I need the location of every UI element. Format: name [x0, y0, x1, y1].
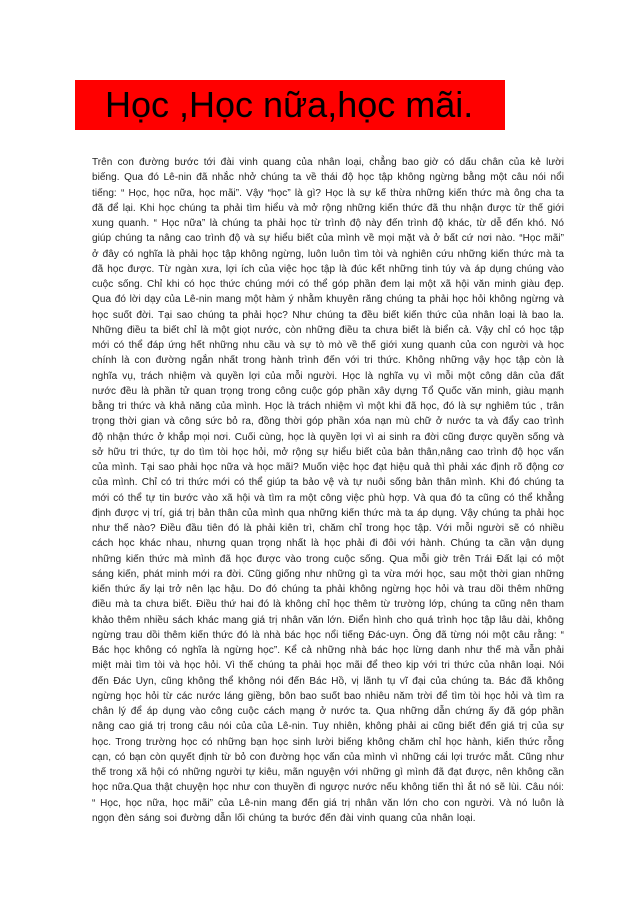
- title-banner: [75, 80, 505, 130]
- document-body: Trên con đường bước tới đài vinh quang của nhân loại, chẳng bao giờ có dấu chân của kẻ lười biếng. Qua đó Lê-nin đã nhắc nhở chúng ta về thái độ học tập không ngừng bằng một câu nói nổi tiếng: “ Học, học nữa, học mãi”. Vậy “học” là gì? Học là sự kế thừa những kiến thức mà ông cha ta đã để lại. Khi học chúng ta phải tìm hiểu và mở rộng những kiến thức đã thu nhận được từ thế giới xung quanh. “ Học nữa” là chúng ta phải học từ trình độ này đến trình độ khác, từ dễ đến khó. Nó giúp chúng ta nâng cao trình độ và sự hiểu biết của mình về mọi mặt và ở bất cứ nơi nào. “Học mãi” ở đây có nghĩa là phải học tập không ngừng, luôn luôn tìm tòi và nghiên cứu những kiến thức mà ta đã học được. Từ ngàn xưa, lợi ích của việc học tập là đúc kết những tinh túy và áp dụng chúng vào cuộc sống. Chỉ khi có học thức chúng mới có thể góp phần đem lại một xã hội văn minh giàu đẹp. Qua đó lời dạy của Lê-nin mang một hàm ý nhằm khuyên răng chúng ta phải học hỏi không ngừng và học suốt đời. Tại sao chúng ta phải học? Như chúng ta đều biết kiến thức của nhân loại là bao la. Những điều ta biết chỉ là một giọt nước, còn những điều ta chưa biết là biển cả. Vậy chỉ có học tập mới có thể đáp ứng hết những nhu cầu và sự tò mò về thế giới xung quanh của con người và học chính là con đường ngắn nhất trong hành trình đến với tri thức. Không những vậy học tập còn là nghĩa vụ, trách nhiệm và quyền lợi của mỗi người. Học là nghĩa vụ vì mỗi một công dân của đất nước đều là phần tử quan trọng trong công cuộc góp phần xây dựng Tổ Quốc văn minh, giàu mạnh bằng tri thức và khả năng của mình. Học là trách nhiệm vì một khi đã học, đó là sự nghiêm túc , trân trọng thời gian và công sức bỏ ra, đồng thời góp phần xóa nạn mù chữ ở nước ta và đẩy cao trình độ nhận thức ở khắp mọi nơi. Cuối cùng, học là quyền lợi vì ai sinh ra đời cũng được quyền sống và sở hữu tri thức, tự do tìm tòi học hỏi, mở rộng sự hiểu biết của bản thân,nâng cao trình độ học vấn của mình. Tại sao phải học nữa và học mãi? Muốn việc học đạt hiệu quả thì phải xác định rõ động cơ của mình. Chỉ có tri thức mới có thể giúp ta bảo vệ và tự nuôi sống bản thân mình. Khi đó chúng ta mới có thể tự tin bước vào xã hội và tìm ra một công việc phù hợp. Và qua đó ta cũng có thể khẳng định được vị trí, giá trị bản thân của mình qua những kiến thức mà ta áp dụng. Vậy chúng ta phải học như thế nào? Điều đầu tiên đó là phải kiên trì, chăm chỉ trong học tập. Với mỗi người sẽ có nhiều cách học khác nhau, nhưng quan trọng nhất là học phải đi đôi với hành. Chúng ta cần vận dụng những kiến thức mà mình đã học được vào trong cuộc sống. Qua mỗi giờ trên Trái Đất lại có một sáng kiến, phát minh mới ra đời. Cũng giống như những gì ta vừa mới học, sau một thời gian những kiến thức ấy lại trở nên lạc hậu. Do đó chúng ta phải không ngừng học hỏi và trau dồi thêm những điều mà ta chưa biết. Điều thứ hai đó là không chỉ học thêm từ trường lớp, chúng ta cũng nên tham khảo thêm nhiều sách khác mang giá trị nhân văn lớn. Điển hình cho quá trình học tập lâu dài, không ngừng trau dồi thêm kiến thức đó là nhà bác học nổi tiếng Đác-uyn. Ông đã từng nói một câu rằng: “ Bác học không có nghĩa là ngừng học”. Kể cả những nhà bác học lừng danh như thế mà vẫn phải miệt mài tìm tòi và học hỏi. Vì thế chúng ta phải học mãi để theo kịp với tri thức của nhân loại. Nói đến Đác Uyn, cũng không thể không nói đến Bác Hồ, vị lãnh tụ vĩ đại của chúng ta. Bác đã không ngừng học hỏi từ các nước láng giềng, bôn bao suốt bao nhiêu năm trời để tìm tòi học hỏi và tìm ra chân lý để áp dụng vào công cuộc cách mạng ở nước ta. Qua những dẫn chứng ấy đã góp phần nâng cao giá trị trong câu nói của của Lê-nin. Tuy nhiên, không phải ai cũng biết đến giá trị của sự học. Trong trường học có những bạn học sinh lười biếng không chăm chỉ học hành, kiến thức rỗng cạn, có bạn còn quyết định từ bỏ con đường học vấn của mình vì những cái lợi trước mắt. Cũng như thế trong xã hội có những người tự kiêu, mãn nguyện với những gì mình đã đạt được, nên không cần học nữa.Qua thật chuyện học như con thuyền đi ngược nước nếu không tiến thì ắt nó sẽ lùi. Câu nói: “ Học, học nữa, học mãi” của Lê-nin mang đến giá trị nhân văn lớn cho con người. Và nó luôn là ngọn đèn sáng soi đường dẫn lối chúng ta bước đến đài vinh quang của nhân loại.: [92, 157, 564, 824]
- document-title-text: Học ,Học nữa,học mãi.: [105, 84, 474, 125]
- document-title: [105, 83, 477, 127]
